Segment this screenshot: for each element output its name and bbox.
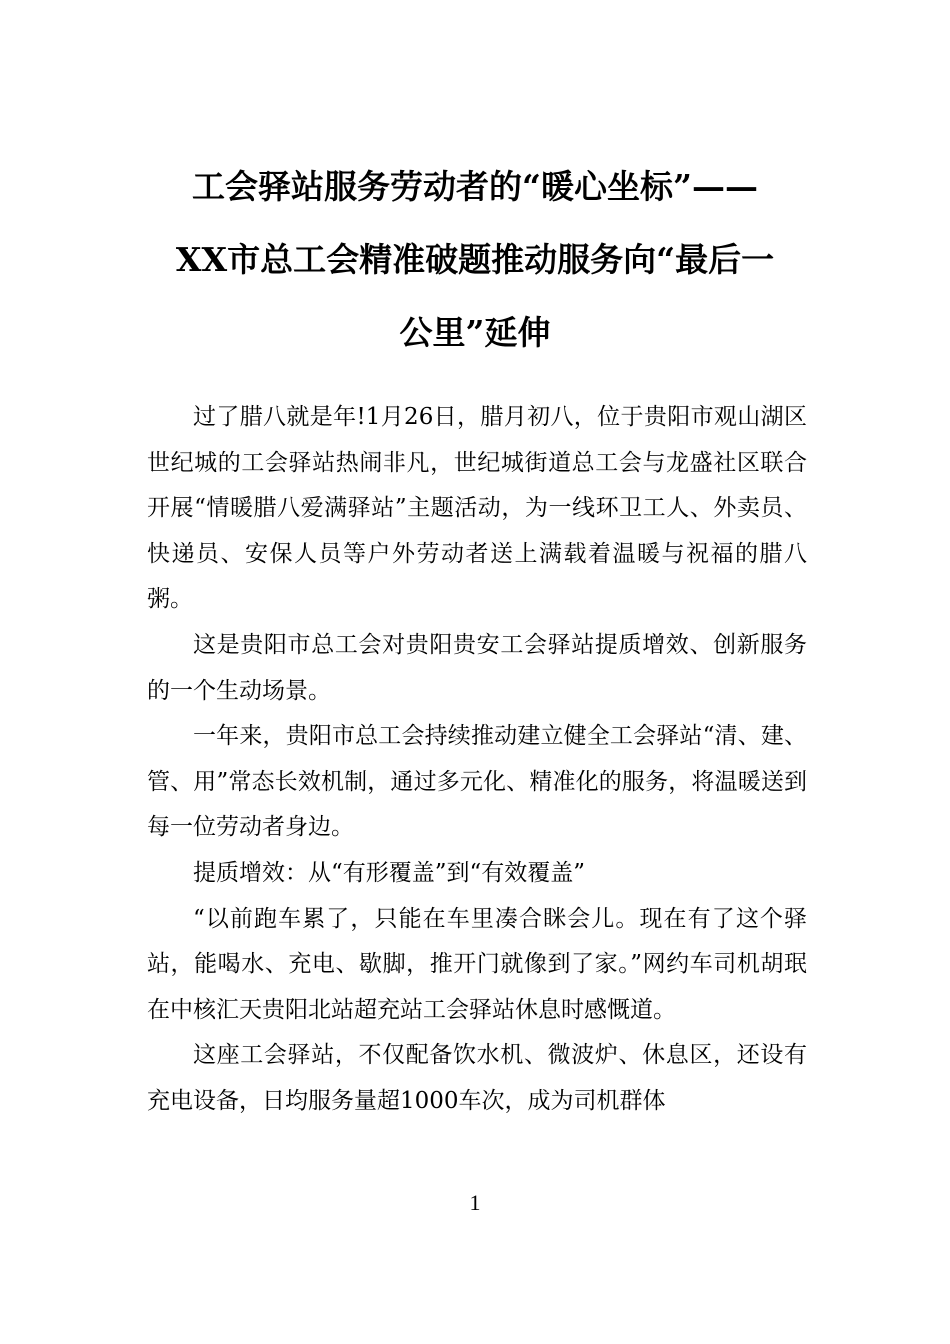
section-heading: 提质增效：从“有形覆盖”到“有效覆盖” — [193, 859, 586, 886]
document-title — [140, 150, 810, 369]
page-number: 1 — [469, 1190, 481, 1215]
paragraph: “以前跑车累了，只能在车里凑合眯会儿。现在有了这个驿站，能喝水、充电、歇脚，推开门就像到了家。”网约车司机胡珉在中核汇天贵阳北站超充站工会驿站休息时感慨道。 — [147, 905, 807, 1023]
paragraph: 过了腊八就是年!1月26日，腊月初八，位于贵阳市观山湖区世纪城的工会驿站热闹非凡，世纪城街道总工会与龙盛社区联合开展“情暖腊八爱满驿站”主题活动，为一线环卫工人、外卖员、快递员、安保人员等户外劳动者送上满载着温暖与祝福的腊八粥。 — [147, 404, 807, 613]
paragraph: 一年来，贵阳市总工会持续推动建立健全工会驿站“清、建、管、用”常态长效机制，通过多元化、精准化的服务，将温暖送到每一位劳动者身边。 — [147, 723, 807, 841]
title-line: 工会驿站服务劳动者的“暖心坐标”—— — [192, 167, 758, 206]
paragraph: 这是贵阳市总工会对贵阳贵安工会驿站提质增效、创新服务的一个生动场景。 — [147, 631, 807, 704]
document-body — [147, 395, 807, 1125]
paragraph: 这座工会驿站，不仅配备饮水机、微波炉、休息区，还设有充电设备，日均服务量超1000车次，成为司机群体 — [147, 1042, 807, 1114]
title-line: 公里”延伸 — [399, 313, 551, 352]
title-line: XX市总工会精准破题推动服务向“最后一 — [175, 240, 775, 279]
